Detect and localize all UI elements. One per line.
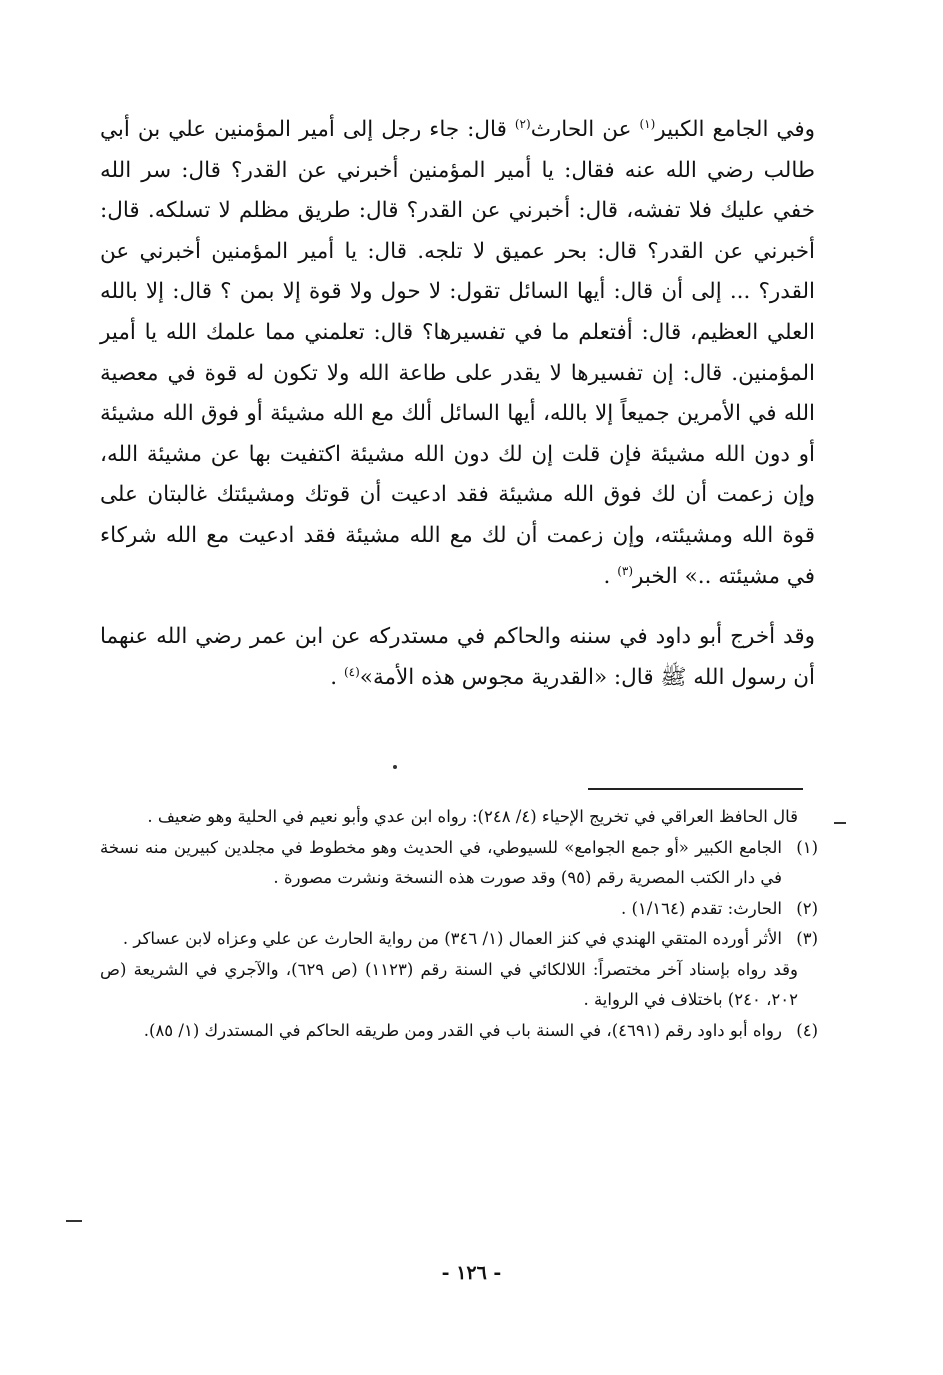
footnote-number: (٣) <box>796 929 818 948</box>
footnote-text: الحارث: تقدم (١/١٦٤) . <box>620 898 782 918</box>
footnote-text: الأثر أورده المتقي الهندي في كنز العمال (١/ ٣٤٦) من رواية الحارث عن علي وعزاه لابن عساكر . <box>122 929 782 948</box>
text-run: . <box>330 664 344 690</box>
footnote-text: الجامع الكبير «أو جمع الجوامع» للسيوطي، في الحديث وهو مخطوط في مجلدين كبيرين منه نسخة في دار الكتب المصرية رقم (٩٥) وقد صورت هذه النسخة ونشرت مصورة . <box>100 837 782 887</box>
footnote-item <box>100 802 818 833</box>
main-text <box>100 110 815 698</box>
footnotes <box>100 802 818 1046</box>
footnote-text: قال الحافظ العراقي في تخريج الإحياء (٤/ ٢٤٨): رواه ابن عدي وأبو نعيم في الحلية وهو ضعيف . <box>147 807 798 826</box>
footnote-item <box>100 924 818 955</box>
text-run: قال: جاء رجل إلى أمير المؤمنين علي بن أبي طالب رضي الله عنه فقال: يا أمير المؤمنين أخبرني عن القدر؟ قال: سر الله خفي عليك فلا تفشه، قال: أخبرني عن القدر؟ قال: طريق مظلم لا تسلكه. قال: أخبرني عن القدر؟ قال: بحر عميق لا تلجه. قال: يا أمير المؤمنين أخبرني عن القدر؟ ... إلى أن قال: أيها السائل تقول: لا حول ولا قوة إلا بمن ؟ قال: إلا بالله العلي العظيم، قال: أفتعلم ما في تفسيرها؟ قال: تعلمني مما علمك الله يا أمير المؤمنين. قال: إن تفسيرها لا يقدر على طاعة الله ولا تكون له قوة في معصية الله في الأمرين جميعاً إلا بالله، أيها السائل ألك مع الله مشيئة أو فوق الله مشيئة أو دون الله مشيئة فإن قلت إن لك دون الله مشيئة اكتفيت بها عن مشيئة الله، وإن زعمت أن لك فوق الله مشيئة فقد ادعيت أن قوتك ومشيئتك غالبتان على قوة الله ومشيئته، وإن زعمت أن لك مع الله مشيئة فقد ادعيت مع الله شركاء في مشيئته ..» الخبر <box>100 117 815 589</box>
footnote-item <box>100 833 818 894</box>
footnote-ref[interactable]: (٣) <box>617 563 634 578</box>
footnote-number: (٤) <box>796 1020 818 1040</box>
footnote-number: (٢) <box>796 898 818 918</box>
footnote-ref[interactable]: (١) <box>639 116 656 131</box>
footnote-separator <box>588 788 803 790</box>
footnote-ref[interactable]: (٢) <box>514 116 531 131</box>
footnote-text: رواه أبو داود رقم (٤٦٩١)، في السنة باب في القدر ومن طريقه الحاكم في المستدرك (١/ ٨٥). <box>143 1020 782 1040</box>
footnote-item <box>100 955 818 1016</box>
footnote-text: وقد رواه بإسناد آخر مختصراً: اللالكائي في السنة رقم (١١٢٣) (ص ٦٢٩)، والآجري في الشريعة (ص ٢٠٢، ٢٤٠) باختلاف في الرواية . <box>100 959 799 1009</box>
footnote-ref[interactable]: (٤) <box>343 664 360 679</box>
text-run: . <box>603 563 618 589</box>
footnote-number: (١) <box>796 837 818 857</box>
footnote-item <box>100 894 818 925</box>
footnote-item <box>100 1016 818 1047</box>
page-number: - ١٢٦ - <box>441 1262 502 1284</box>
text-run: وقد أخرج أبو داود في سننه والحاكم في مستدركه عن ابن عمر رضي الله عنهما أن رسول الله ﷺ قال: «القدرية مجوس هذه الأمة» <box>100 624 815 690</box>
text-run: وفي الجامع الكبير <box>655 117 815 142</box>
text-run: عن الحارث <box>530 117 640 142</box>
margin-mark <box>834 822 846 824</box>
paragraph-abu-dawud <box>100 617 815 698</box>
paragraph-hadith-qadar <box>100 110 815 597</box>
scan-speck <box>393 765 397 769</box>
margin-mark <box>66 1220 82 1222</box>
